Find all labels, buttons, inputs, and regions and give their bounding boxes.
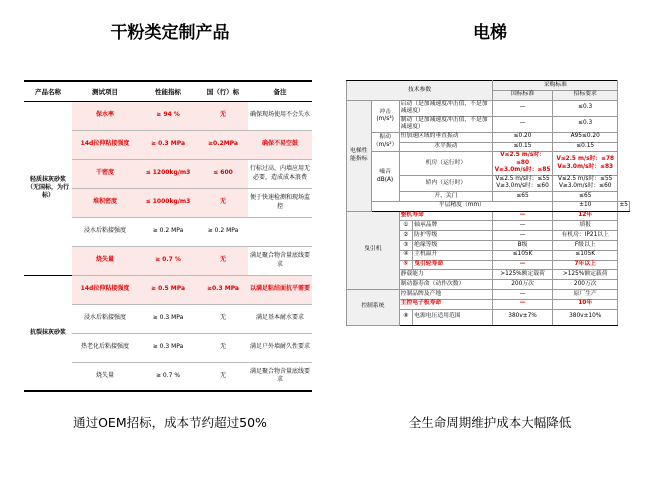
row-tender: ≤0.3 — [552, 100, 617, 116]
left-panel-title: 干粉类定制产品 — [110, 23, 230, 43]
header-purchase-standard: 采购标准 — [493, 81, 618, 91]
vibration-label: 振动（m/s²） — [371, 132, 399, 152]
left-caption: 通过OEM招标，成本节约超过50% — [73, 415, 267, 430]
noise-line: V≤2.5 m/s时：≤78 — [556, 156, 615, 163]
row-desc: 制动器寿命（动作次数） — [399, 280, 493, 290]
table-row — [347, 201, 630, 211]
noise-car-tender — [552, 175, 617, 191]
noise-line: V≥3.0m/s时：≤83 — [557, 163, 614, 170]
right-panel-title: 电梯 — [473, 23, 507, 43]
row-tender: ≤0.15 — [552, 142, 617, 152]
row-value: ≥ 94 % — [138, 101, 198, 130]
row-value: ≥ 0.5 MPa — [138, 275, 198, 304]
row-value: ≥ 0.7 % — [138, 246, 198, 275]
header-national: 国标标准 — [493, 90, 553, 100]
row-tender: 380v±10% — [552, 309, 617, 325]
row-national: — — [493, 299, 553, 309]
row-note: 确保不易空鼓 — [248, 130, 312, 159]
noise-line: V≤2.5 m/s时：≤80 — [500, 152, 545, 166]
header-product-name: 产品名称 — [24, 81, 72, 101]
row-standard: ≥0.3 MPa — [198, 275, 248, 304]
row-desc: 机房（运行时） — [399, 152, 493, 176]
row-desc: 曳引轮寿命 — [413, 260, 493, 270]
row-national: — — [493, 260, 553, 270]
noise-line: V≥3.0m/s时：≤60 — [496, 183, 549, 190]
row-national: — — [493, 100, 553, 116]
row-number: ⑧ — [399, 309, 413, 325]
row-desc: 平层精度（mm） — [371, 201, 552, 211]
row-national: ≤0.15 — [493, 142, 553, 152]
row-desc: 电源电压适用范围 — [413, 309, 493, 325]
row-national: ≤65 — [493, 191, 553, 201]
row-standard: 无 — [198, 188, 248, 217]
table-row — [347, 289, 630, 299]
row-national: 380v±7% — [493, 309, 553, 325]
row-desc: 制动（是加减速度冲击值，不是加减速度） — [399, 116, 493, 132]
row-national: ±10 — [552, 201, 617, 211]
row-desc: 轿内（运行时） — [399, 175, 493, 191]
row-standard: ≤ 600 — [198, 159, 248, 188]
row-tender: 原厂生产 — [552, 289, 617, 299]
row-item: 热老化后粘接强度 — [72, 333, 138, 362]
row-item: 浸水后粘接强度 — [72, 304, 138, 333]
row-desc: 主机温升 — [413, 250, 493, 260]
row-desc: 整机寿命 — [399, 211, 493, 221]
row-desc: 主控电子板寿命 — [399, 299, 493, 309]
header-tender: 招标要求 — [552, 90, 617, 100]
noise-line: V≤2.5 m/s时：≤55 — [558, 175, 613, 182]
row-desc: 水平振动 — [399, 142, 493, 152]
row-tender: 200万次 — [552, 280, 617, 290]
row-desc: 绝缘等级 — [413, 240, 493, 250]
noise-line: V≥3.0m/s时：≤85 — [494, 167, 551, 174]
header-tech-params: 技术参数 — [347, 81, 493, 101]
row-standard: ≥ 0.2 MPa — [198, 217, 248, 246]
row-tender: 有机房：IP21以上 — [552, 231, 617, 241]
row-tender: ≤105K — [552, 250, 617, 260]
row-value: ≥ 0.3 MPa — [138, 304, 198, 333]
row-standard: 无 — [198, 101, 248, 130]
row-tender: ≤0.3 — [552, 116, 617, 132]
row-standard: 无 — [198, 304, 248, 333]
row-tender: 填报 — [552, 221, 617, 231]
row-national: ≤0.20 — [493, 132, 553, 142]
row-note: 便于快速检测和现场监控 — [248, 188, 312, 217]
impact-label: 冲击(m/s³) — [371, 100, 399, 132]
row-note: 以满足粘结面抗平需要 — [248, 275, 312, 304]
row-number: ③ — [399, 240, 413, 250]
row-number: ① — [399, 221, 413, 231]
row-value: ≤ 1000kg/m3 — [138, 188, 198, 217]
table-row — [24, 275, 312, 304]
row-item: 14d拉伸粘接强度 — [72, 275, 138, 304]
noise-car-national — [493, 175, 553, 191]
row-value: ≥ 0.3 MPa — [138, 130, 198, 159]
row-tender: 10年 — [552, 299, 617, 309]
row-value: ≥ 0.2 MPa — [138, 217, 198, 246]
row-standard: 无 — [198, 362, 248, 391]
row-desc: 启动（是加减速度冲击值，不是加减速度） — [399, 100, 493, 116]
noise-line: V≤2.5 m/s时：≤55 — [495, 175, 550, 182]
row-note: 行标过高，内墙应用无必要，造成成本浪费 — [248, 159, 312, 188]
header-test-item: 测试项目 — [72, 81, 138, 101]
row-national: — — [493, 231, 553, 241]
elevator-spec-table — [346, 80, 630, 326]
row-note: 确保现场使用不会失水 — [248, 101, 312, 130]
row-standard: ≥0.2MPa — [198, 130, 248, 159]
table-row — [347, 211, 630, 221]
row-value: ≤ 1200kg/m3 — [138, 159, 198, 188]
section-control: 控制系统 — [347, 289, 400, 325]
row-item: 堆积密度 — [72, 188, 138, 217]
row-tender: F级以上 — [552, 240, 617, 250]
row-item: 干密度 — [72, 159, 138, 188]
row-national: B级 — [493, 240, 553, 250]
row-national: ≤105K — [493, 250, 553, 260]
row-note: 满足聚合物含量底线要求 — [248, 246, 312, 275]
table-header-row — [24, 81, 312, 101]
row-tender: 7年以上 — [552, 260, 617, 270]
row-item: 14d拉伸粘接强度 — [72, 130, 138, 159]
row-national: 200万次 — [493, 280, 553, 290]
row-value: ≥ 0.3 MPa — [138, 333, 198, 362]
row-number: ④ — [399, 250, 413, 260]
row-national: — — [493, 211, 553, 221]
row-tender: A95≤0.20 — [552, 132, 617, 142]
row-item: 烧失量 — [72, 362, 138, 391]
row-desc: 开、关门 — [399, 191, 493, 201]
row-desc: 静载能力 — [399, 270, 493, 280]
row-national: — — [493, 116, 553, 132]
row-number: ⑤ — [399, 260, 413, 270]
section-performance: 电梯性能指标 — [347, 100, 372, 211]
header-performance: 性能指标 — [138, 81, 198, 101]
group-anti-crack-plaster: 抗裂抹灰砂浆 — [24, 275, 72, 391]
row-desc: 恒加速区域的垂直振动 — [399, 132, 493, 142]
row-national: — — [493, 221, 553, 231]
row-desc: 防护等级 — [413, 231, 493, 241]
row-tender: ±5 — [618, 201, 630, 211]
row-desc: 控制品牌及产地 — [399, 289, 493, 299]
row-tender: ≤65 — [552, 191, 617, 201]
row-item: 保水率 — [72, 101, 138, 130]
row-tender: 12年 — [552, 211, 617, 221]
noise-room-tender — [552, 152, 617, 176]
row-note: 满足基本耐水要求 — [248, 304, 312, 333]
row-standard: 无 — [198, 333, 248, 362]
row-standard: 无 — [198, 246, 248, 275]
row-item: 浸水后粘接强度 — [72, 217, 138, 246]
row-note: 满足户外墙耐久性要求 — [248, 333, 312, 362]
noise-label: 噪音 dB(A) — [371, 152, 399, 201]
row-item: 烧失量 — [72, 246, 138, 275]
row-desc: 轴承品牌 — [413, 221, 493, 231]
header-row — [347, 81, 630, 91]
dry-mortar-spec-table — [24, 80, 312, 392]
table-row — [347, 100, 630, 116]
header-remarks: 备注 — [248, 81, 312, 101]
row-national: >125%额定载荷 — [493, 270, 553, 280]
group-light-plaster: 轻质抹灰砂浆（无国标，为行标） — [24, 101, 72, 275]
noise-room-national — [493, 152, 553, 176]
row-national: — — [493, 289, 553, 299]
right-caption: 全生命周期维护成本大幅降低 — [408, 415, 572, 430]
row-tender: >125%额定载荷 — [552, 270, 617, 280]
header-national-standard: 国（行）标 — [198, 81, 248, 101]
row-number: ② — [399, 231, 413, 241]
table-row — [24, 101, 312, 130]
row-note: 满足聚合物含量底线要求 — [248, 362, 312, 391]
table-row — [347, 132, 630, 142]
row-value: ≥ 0.7 % — [138, 362, 198, 391]
section-tractor: 曳引机 — [347, 211, 400, 289]
row-note — [248, 217, 312, 246]
noise-line: V≥3.0m/s时：≤60 — [558, 183, 612, 190]
